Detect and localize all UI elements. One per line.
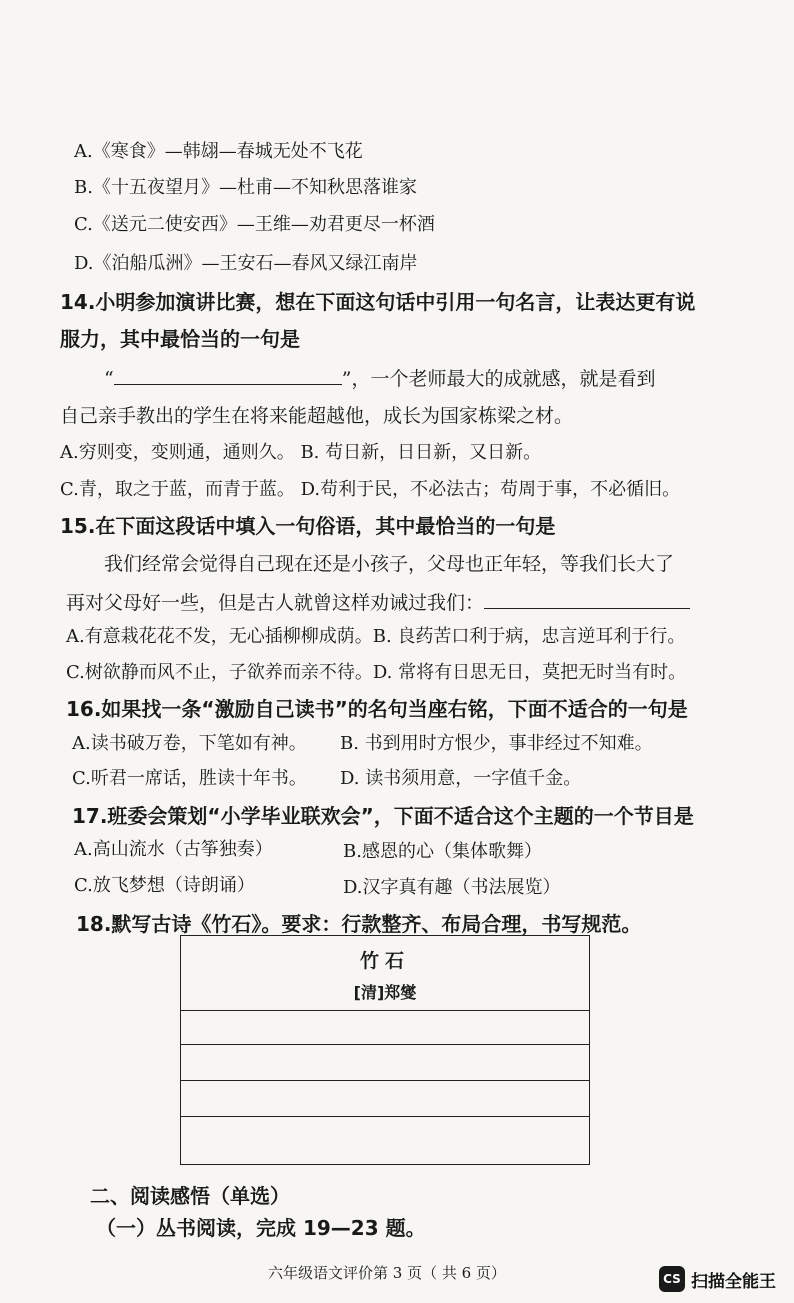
q18-prompt: 18.默写古诗《竹石》。要求：行款整齐、布局合理，书写规范。	[76, 912, 642, 936]
q16-option-d: D. 读书须用意，一字值千金。	[340, 768, 582, 789]
q13-option-d: D.《泊船瓜洲》—王安石—春风又绿江南岸	[74, 253, 418, 274]
q17-option-d: D.汉字真有趣（书法展览）	[343, 877, 561, 898]
section-2-heading: 二、阅读感悟（单选）	[90, 1184, 290, 1208]
section-2-subheading: （一）丛书阅读，完成 19—23 题。	[96, 1216, 426, 1240]
q15-paragraph-line2	[66, 590, 690, 615]
q13-option-a: A.《寒食》—韩翃—春城无处不飞花	[74, 141, 363, 162]
q14-sentence-line2: 自己亲手教出的学生在将来能超越他，成长为国家栋梁之材。	[60, 405, 574, 427]
q13-option-c: C.《送元二使安西》—王维—劝君更尽一杯酒	[74, 214, 435, 235]
q17-option-c: C.放飞梦想（诗朗诵）	[74, 875, 255, 896]
poem-author: [清]郑燮	[353, 983, 417, 1002]
writing-line-4	[181, 1116, 589, 1117]
camscanner-logo-icon: CS	[659, 1266, 685, 1292]
q14-sentence-a: ，一个老师最大的成就感，就是看到	[351, 368, 656, 390]
q17-option-b: B.感恩的心（集体歌舞）	[343, 841, 542, 862]
q15-paragraph-line1: 我们经常会觉得自己现在还是小孩子，父母也正年轻，等我们长大了	[104, 553, 675, 575]
q13-option-b: B.《十五夜望月》—杜甫—不知秋思落谁家	[74, 177, 417, 198]
q17-option-a: A.高山流水（古筝独奏）	[74, 839, 273, 860]
q15-prompt: 15.在下面这段话中填入一句俗语，其中最恰当的一句是	[60, 514, 556, 538]
page-footer: 六年级语文评价第 3 页（ 共 6 页）	[268, 1264, 506, 1282]
q17-prompt: 17.班委会策划“小学毕业联欢会”，下面不适合这个主题的一个节目是	[72, 804, 694, 828]
q15-options-row1: A.有意栽花花不发，无心插柳柳成荫。B. 良药苦口利于病，忠言逆耳利于行。	[66, 626, 686, 647]
q14-options-row1: A.穷则变，变则通，通则久。 B. 苟日新，日日新，又日新。	[60, 442, 542, 463]
q16-option-a: A.读书破万卷，下笔如有神。	[72, 733, 307, 754]
watermark-text: 扫描全能王	[691, 1271, 776, 1292]
writing-line-2	[181, 1044, 589, 1045]
q14-options-row2: C.青，取之于蓝，而青于蓝。 D.苟利于民，不必法古；苟周于事，不必循旧。	[60, 479, 681, 500]
q15-paragraph-text: 再对父母好一些，但是古人就曾这样劝诫过我们：	[66, 592, 485, 614]
q14-prompt-line2: 服力，其中最恰当的一句是	[60, 327, 300, 351]
writing-line-3	[181, 1080, 589, 1081]
q14-prompt-line1: 14.小明参加演讲比赛，想在下面这句话中引用一句名言，让表达更有说	[60, 290, 696, 314]
q14-answer-blank[interactable]	[114, 366, 342, 385]
writing-line-1	[181, 1010, 589, 1011]
poem-writing-box[interactable]	[180, 935, 590, 1165]
q15-answer-blank[interactable]	[484, 590, 690, 609]
q16-option-c: C.听君一席话，胜读十年书。	[72, 768, 307, 789]
q16-option-b: B. 书到用时方恨少，事非经过不知难。	[340, 733, 653, 754]
poem-title: 竹石	[359, 950, 410, 972]
q14-quote-close: ”	[341, 368, 352, 390]
q14-sentence-line1	[104, 366, 655, 391]
scanner-watermark	[659, 1266, 776, 1292]
q14-quote-open: “	[104, 368, 114, 390]
q15-options-row2: C.树欲静而风不止，子欲养而亲不待。D. 常将有日思无日，莫把无时当有时。	[66, 662, 687, 683]
q16-prompt: 16.如果找一条“激励自己读书”的名句当座右铭，下面不适合的一句是	[66, 697, 688, 721]
